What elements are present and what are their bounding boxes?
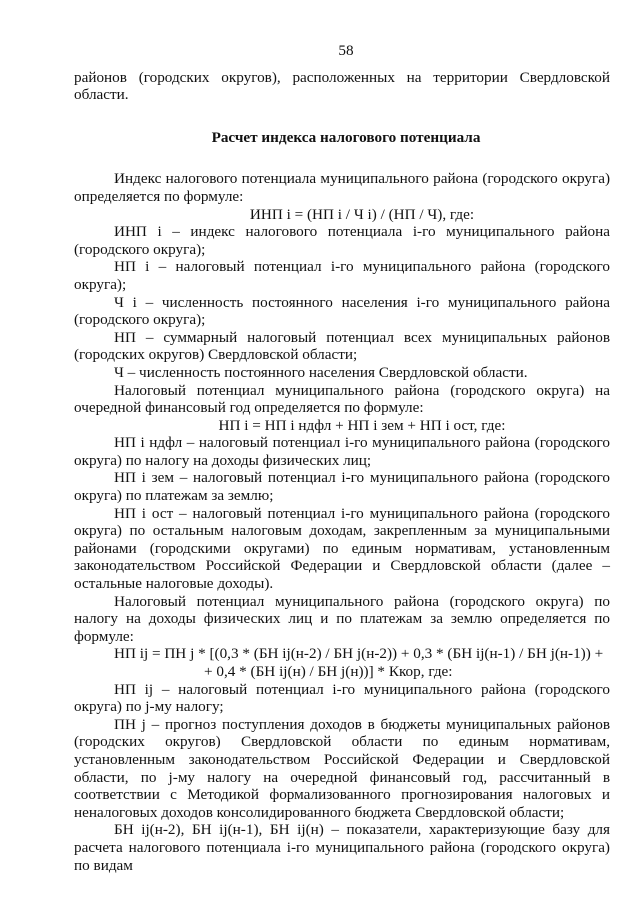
intro-paragraph: районов (городских округов), расположенных на территории Свердловской области. (74, 68, 610, 104)
definition-inp: ИНП i – индекс налогового потенциала i-го муниципального района (городского округа); (74, 223, 610, 258)
section-heading: Расчет индекса налогового потенциала (211, 128, 481, 146)
paragraph-0: Индекс налогового потенциала муниципального района (городского округа) определяется по формуле: (74, 170, 610, 205)
definition-np-ndfl: НП i ндфл – налоговый потенциал i-го муниципального района (городского округа) по налогу на доходы физических лиц; (74, 434, 610, 469)
page-number: 58 (338, 42, 354, 59)
definition-np-ost: НП i ост – налоговый потенциал i-го муниципального района (городского округа) по остальным налоговым доходам, закрепленным за муниципальными районами (городскими округами) по единым нормативам, установленным законодательством Российской Федерации и Свердловской области (далее – остальные налоговые доходы). (74, 504, 610, 593)
formula-inp: ИНП i = (НП i / Ч i) / (НП / Ч), где: (249, 205, 475, 223)
definition-np: НП – суммарный налоговый потенциал всех муниципальных районов (городских округов) Свердловской области; (74, 328, 610, 364)
definition-ch-i: Ч i – численность постоянного населения i-го муниципального района (городского округа); (74, 293, 610, 329)
definition-pn-j: ПН j – прогноз поступления доходов в бюджеты муниципальных районов (городских округов) Свердловской области по единым нормативам, установленным законодательством Российской Федерации и Свердловской области, по j-му налогу на очередной финансовый год, рассчитанный в соответствии с Методикой формализованного прогнозирования налоговых и неналоговых доходов консолидированного бюджета Свердловской области; (74, 715, 610, 821)
formula-np-i: НП i = НП i ндфл + НП i зем + НП i ост, где: (218, 416, 506, 434)
formula-np-ij-line1: НП ij = ПН j * [(0,3 * (БН ij(н-2) / БН j(н-2)) + 0,3 * (БН ij(н-1) / БН j(н-1)) + (114, 645, 604, 663)
definition-np-i: НП i – налоговый потенциал i-го муниципального района (городского округа); (74, 258, 610, 293)
definition-np-zem: НП i зем – налоговый потенциал i-го муниципального района (городского округа) по платежам за землю; (74, 469, 610, 505)
paragraph-np-intro: Налоговый потенциал муниципального района (городского округа) на очередной финансовый год определяется по формуле: (74, 381, 610, 417)
definition-ch: Ч – численность постоянного населения Свердловской области. (114, 363, 528, 381)
definition-bn-ij: БН ij(н-2), БН ij(н-1), БН ij(н) – показатели, характеризующие базу для расчета налогового потенциала i-го муниципального района (городского округа) по видам (74, 821, 610, 874)
formula-np-ij-line2: + 0,4 * (БН ij(н) / БН j(н))] * Ккор, где: (204, 663, 453, 680)
paragraph-np-ij-intro: Налоговый потенциал муниципального района (городского округа) по налогу на доходы физических лиц и по платежам за землю определяется по формуле: (74, 592, 610, 645)
definition-np-ij: НП ij – налоговый потенциал i-го муниципального района (городского округа) по j-му налогу; (74, 680, 610, 716)
